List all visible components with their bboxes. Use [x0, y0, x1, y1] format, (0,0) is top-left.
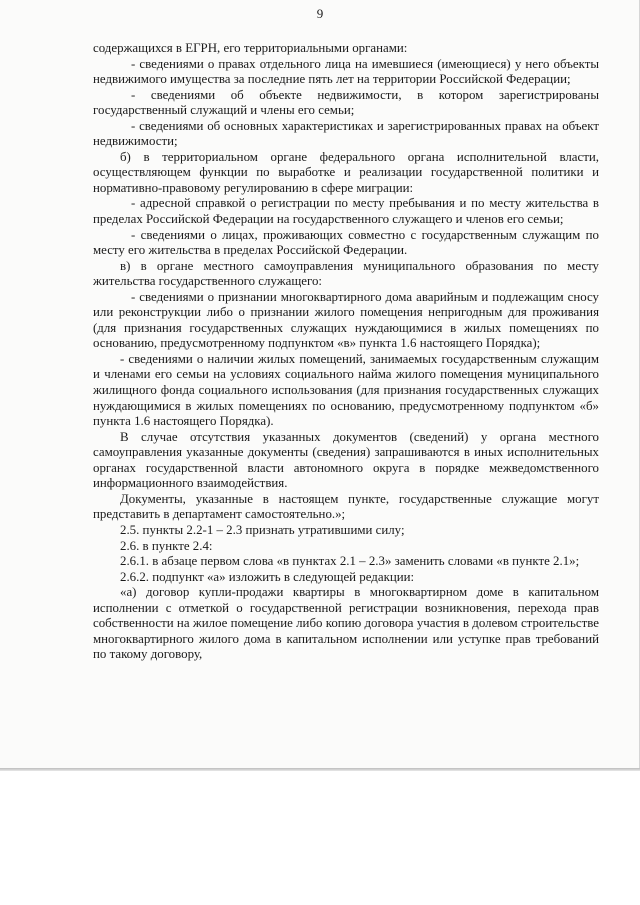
document-body [93, 41, 599, 663]
page-number: 9 [316, 6, 324, 21]
scan-edge [0, 768, 640, 771]
paragraph: - адресной справкой о регистрации по месту пребывания и по месту жительства в пределах Российской Федерации на государственного служащего и членов его семьи; [93, 196, 599, 227]
paragraph: Документы, указанные в настоящем пункте, государственные служащие могут представить в департамент самостоятельно.»; [93, 491, 599, 522]
paragraph: - сведениями о лицах, проживающих совместно с государственным служащим по месту его жительства в пределах Российской Федерации. [93, 227, 599, 258]
paragraph: 2.6.2. подпункт «а» изложить в следующей редакции: [120, 569, 415, 584]
paragraph: в) в органе местного самоуправления муниципального образования по месту жительства государственного служащего: [93, 258, 599, 289]
paragraph: В случае отсутствия указанных документов (сведений) у органа местного самоуправления указанные документы (сведения) запрашиваются в иных исполнительных органах государственной власти автономного округа в порядке межведомственного информационного взаимодействия. [93, 429, 599, 491]
paragraph: 2.6.1. в абзаце первом слова «в пунктах 2.1 – 2.3» заменить словами «в пункте 2.1»; [120, 554, 580, 569]
paragraph: - сведениями об объекте недвижимости, в котором зарегистрированы государственный служащий и члены его семьи; [93, 87, 599, 118]
paragraph: - сведениями о правах отдельного лица на имевшиеся (имеющиеся) у него объекты недвижимого имущества за последние пять лет на территории Российской Федерации; [93, 56, 599, 87]
paragraph: б) в территориальном органе федерального органа исполнительной власти, осуществляющем функции по выработке и реализации государственной политики и нормативно-правовому регулированию в сфере миграции: [93, 149, 599, 195]
paragraph: содержащихся в ЕГРН, его территориальными органами: [93, 41, 408, 55]
paragraph: 2.5. пункты 2.2-1 – 2.3 признать утратившими силу; [120, 522, 405, 537]
paragraph: «а) договор купли-продажи квартиры в многоквартирном доме в капитальном исполнении с отметкой о государственной регистрации возникновения, перехода прав собственности на жилое помещение либо копию договора участия в долевом строительстве многоквартирного жилого дома в капитальном исполнении или уступке прав требований по такому договору, [93, 585, 599, 662]
paragraph: - сведениями об основных характеристиках и зарегистрированных правах на объект недвижимости; [93, 118, 599, 149]
paragraph: - сведениями о наличии жилых помещений, занимаемых государственным служащим и членами его семьи на условиях социального найма жилого помещения муниципального жилищного фонда социального использования (для признания государственных служащих нуждающимися в жилых помещениях по основанию, предусмотренному подпунктом «б» пункта 1.6 настоящего Порядка). [93, 351, 599, 429]
paragraph: - сведениями о признании многоквартирного дома аварийным и подлежащим сносу или реконструкции либо о признании жилого помещения непригодным для проживания (для признания государственных служащих нуждающимися в жилых помещениях по основанию, предусмотренному подпунктом «в» пункта 1.6 настоящего Порядка); [93, 289, 599, 351]
paragraph: 2.6. в пункте 2.4: [120, 538, 213, 553]
